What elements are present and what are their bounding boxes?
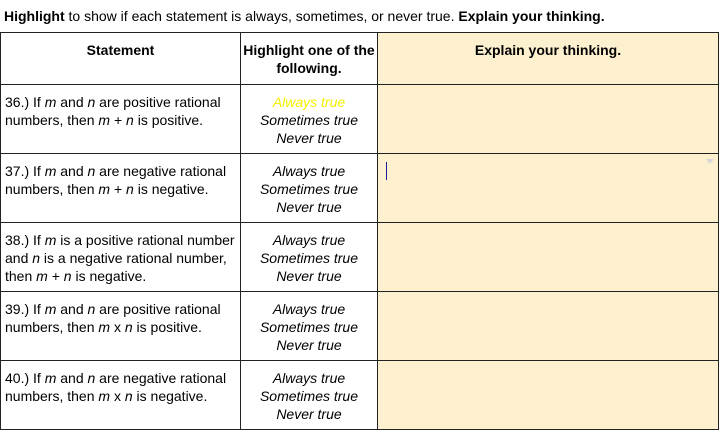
statement-cell[interactable] <box>1 154 241 223</box>
statement-text: is negative. <box>71 268 147 284</box>
choices-cell[interactable] <box>241 361 378 430</box>
table-row <box>1 85 719 154</box>
choices-cell[interactable] <box>241 85 378 154</box>
statement-text: and <box>56 370 88 386</box>
choice-never-true[interactable]: Never true <box>276 268 342 284</box>
statement-text: are negative rational numbers, then <box>5 370 227 404</box>
statement-text: + <box>110 181 127 197</box>
statement-text: are negative rational numbers, then <box>5 163 227 197</box>
statement-text: x <box>110 319 125 335</box>
statement-text: is a positive rational number and <box>5 232 235 266</box>
choice-never-true[interactable]: Never true <box>276 406 342 422</box>
variable: m <box>44 370 57 386</box>
header-statement: Statement <box>1 33 241 85</box>
statement-text: are positive rational numbers, then <box>5 94 221 128</box>
choice-sometimes-true[interactable]: Sometimes true <box>259 250 359 266</box>
choice-always-true[interactable]: Always true <box>272 163 346 179</box>
statement-text: is positive. <box>132 319 202 335</box>
variable: n <box>124 388 133 404</box>
statement-text: is a negative rational number, then <box>5 250 227 284</box>
choice-always-true[interactable]: Always true <box>272 94 346 110</box>
statement-text: is negative. <box>132 388 208 404</box>
variable: n <box>32 250 41 266</box>
table-row <box>1 361 719 430</box>
variable: n <box>87 94 96 110</box>
choices-cell[interactable] <box>241 154 378 223</box>
statement-text: 40.) If <box>5 370 45 386</box>
statement-text: + <box>47 268 64 284</box>
explanation-cell[interactable] <box>378 223 719 292</box>
statement-text: 39.) If <box>5 301 45 317</box>
statement-text: x <box>110 388 125 404</box>
statement-text: are positive rational numbers, then <box>5 301 221 335</box>
worksheet-table <box>0 32 719 430</box>
variable: n <box>87 370 96 386</box>
choice-sometimes-true[interactable]: Sometimes true <box>259 319 359 335</box>
variable: m <box>98 112 111 128</box>
statement-cell[interactable] <box>1 361 241 430</box>
instructions-middle: to show if each statement is always, sometimes, or never true. <box>64 8 459 24</box>
variable: n <box>63 268 72 284</box>
variable: n <box>126 181 134 197</box>
variable: m <box>44 94 57 110</box>
instructions <box>4 8 605 24</box>
instructions-lead: Highlight <box>4 8 65 24</box>
table-row <box>1 154 719 223</box>
variable: m <box>98 388 111 404</box>
statement-text: is negative. <box>133 181 209 197</box>
table-row <box>1 223 719 292</box>
explanation-cell[interactable] <box>378 85 719 154</box>
statement-cell[interactable] <box>1 85 241 154</box>
variable: m <box>36 268 48 284</box>
statement-text: and <box>56 94 88 110</box>
table-row <box>1 292 719 361</box>
dropdown-arrow-icon[interactable] <box>706 159 714 164</box>
variable: m <box>98 181 111 197</box>
variable: m <box>44 163 57 179</box>
choices-cell[interactable] <box>241 292 378 361</box>
statement-text: and <box>56 163 88 179</box>
statement-text: + <box>110 112 127 128</box>
header-highlight: Highlight one of the following. <box>241 33 378 85</box>
variable: m <box>44 301 57 317</box>
statement-text: 36.) If <box>5 94 45 110</box>
choice-always-true[interactable]: Always true <box>272 370 346 386</box>
variable: n <box>124 319 133 335</box>
explanation-cell[interactable] <box>378 292 719 361</box>
variable: n <box>126 112 134 128</box>
variable: m <box>98 319 111 335</box>
header-explain: Explain your thinking. <box>378 33 719 85</box>
choice-never-true[interactable]: Never true <box>276 199 342 215</box>
statement-cell[interactable] <box>1 223 241 292</box>
explanation-cell[interactable] <box>378 154 719 223</box>
choice-never-true[interactable]: Never true <box>276 130 342 146</box>
choice-sometimes-true[interactable]: Sometimes true <box>259 112 359 128</box>
variable: n <box>87 163 96 179</box>
choices-cell[interactable] <box>241 223 378 292</box>
choice-always-true[interactable]: Always true <box>272 301 346 317</box>
instructions-tail: Explain your thinking. <box>458 8 605 24</box>
statement-cell[interactable] <box>1 292 241 361</box>
variable: n <box>87 301 96 317</box>
statement-text: 37.) If <box>5 163 45 179</box>
statement-text: 38.) If <box>5 232 45 248</box>
choice-sometimes-true[interactable]: Sometimes true <box>259 181 359 197</box>
statement-text: is positive. <box>133 112 204 128</box>
variable: m <box>44 232 57 248</box>
header-row <box>1 33 719 85</box>
explanation-cell[interactable] <box>378 361 719 430</box>
choice-never-true[interactable]: Never true <box>276 337 342 353</box>
choice-always-true[interactable]: Always true <box>272 232 346 248</box>
choice-sometimes-true[interactable]: Sometimes true <box>259 388 359 404</box>
text-cursor <box>386 162 387 180</box>
statement-text: and <box>56 301 88 317</box>
